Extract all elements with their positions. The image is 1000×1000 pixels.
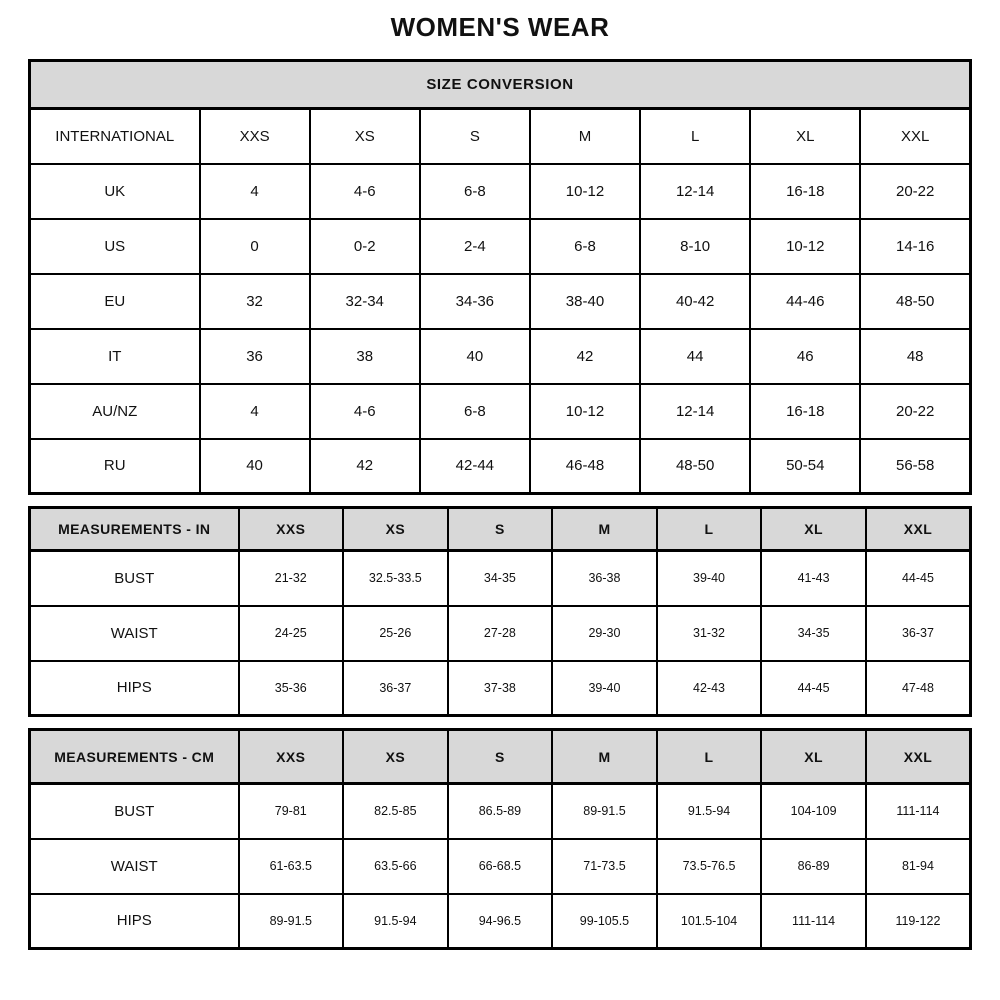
size-header-s: S [448,730,553,784]
size-cell: 48-50 [640,439,750,494]
row-label-uk: UK [30,164,200,219]
measure-cell: 89-91.5 [239,894,344,949]
row-label-waist: WAIST [30,606,239,661]
size-cell: 14-16 [860,219,970,274]
size-header-xs: XS [343,730,448,784]
size-cell: 4-6 [310,164,420,219]
size-cell: 32 [200,274,310,329]
measure-cell: 24-25 [239,606,344,661]
row-label-hips: HIPS [30,661,239,716]
size-cell: 4-6 [310,384,420,439]
size-header-xs: XS [343,508,448,551]
measure-cell: 44-45 [761,661,866,716]
size-header-xxs: XXS [239,730,344,784]
measure-cell: 73.5-76.5 [657,839,762,894]
size-cell: 6-8 [420,384,530,439]
col-header-xl: XL [750,109,860,164]
measure-cell: 25-26 [343,606,448,661]
size-cell: 44-46 [750,274,860,329]
measure-cell: 99-105.5 [552,894,657,949]
table-row-it [30,329,971,384]
measure-cell: 32.5-33.5 [343,551,448,606]
measure-cell: 39-40 [552,661,657,716]
col-header-m: M [530,109,640,164]
size-cell: 56-58 [860,439,970,494]
size-cell: 50-54 [750,439,860,494]
table-row-uk [30,164,971,219]
measure-cell: 119-122 [866,894,971,949]
table-row-us [30,219,971,274]
size-cell: 40 [420,329,530,384]
size-cell: 44 [640,329,750,384]
row-label-aunz: AU/NZ [30,384,200,439]
size-cell: 2-4 [420,219,530,274]
measure-cell: 34-35 [448,551,553,606]
measure-cell: 21-32 [239,551,344,606]
measure-cell: 37-38 [448,661,553,716]
table-row-bust-in [30,551,971,606]
size-cell: 4 [200,384,310,439]
col-header-l: L [640,109,750,164]
size-cell: 38-40 [530,274,640,329]
size-cell: 6-8 [530,219,640,274]
table-row-ru [30,439,971,494]
size-header-xxl: XXL [866,508,971,551]
measure-cell: 35-36 [239,661,344,716]
col-header-xs: XS [310,109,420,164]
row-label-bust: BUST [30,551,239,606]
size-cell: 46-48 [530,439,640,494]
measure-cell: 111-114 [866,784,971,839]
size-cell: 0 [200,219,310,274]
table-row-hips-cm [30,894,971,949]
size-header-m: M [552,730,657,784]
measure-cell: 34-35 [761,606,866,661]
size-cell: 10-12 [750,219,860,274]
measure-cell: 81-94 [866,839,971,894]
size-cell: 40 [200,439,310,494]
size-header-m: M [552,508,657,551]
size-header-l: L [657,730,762,784]
size-cell: 4 [200,164,310,219]
measure-cell: 29-30 [552,606,657,661]
size-cell: 42 [310,439,420,494]
size-cell: 10-12 [530,384,640,439]
col-header-s: S [420,109,530,164]
measure-cell: 91.5-94 [343,894,448,949]
table-row-bust-cm [30,784,971,839]
size-cell: 0-2 [310,219,420,274]
measure-cell: 71-73.5 [552,839,657,894]
size-cell: 42 [530,329,640,384]
size-cell: 32-34 [310,274,420,329]
measure-cell: 36-38 [552,551,657,606]
table-row-eu [30,274,971,329]
measurements-in-header-row [30,508,971,551]
measure-cell: 42-43 [657,661,762,716]
size-cell: 48-50 [860,274,970,329]
size-cell: 40-42 [640,274,750,329]
table-row-waist-cm [30,839,971,894]
size-header-xl: XL [761,508,866,551]
size-cell: 16-18 [750,384,860,439]
size-cell: 36 [200,329,310,384]
size-cell: 42-44 [420,439,530,494]
measure-cell: 66-68.5 [448,839,553,894]
size-cell: 34-36 [420,274,530,329]
row-label-us: US [30,219,200,274]
measure-cell: 61-63.5 [239,839,344,894]
row-label-waist: WAIST [30,839,239,894]
size-cell: 12-14 [640,164,750,219]
size-cell: 8-10 [640,219,750,274]
col-header-xxs: XXS [200,109,310,164]
row-label-ru: RU [30,439,200,494]
size-cell: 12-14 [640,384,750,439]
measure-cell: 89-91.5 [552,784,657,839]
col-header-international: INTERNATIONAL [30,109,200,164]
page-title: WOMEN'S WEAR [390,12,610,42]
size-conversion-banner-row [30,61,971,109]
size-header-l: L [657,508,762,551]
row-label-hips: HIPS [30,894,239,949]
size-cell: 48 [860,329,970,384]
measurements-cm-table [28,728,972,950]
measurements-in-table [28,506,972,717]
size-cell: 38 [310,329,420,384]
column-header-row [30,109,971,164]
measure-cell: 44-45 [866,551,971,606]
measure-cell: 79-81 [239,784,344,839]
size-header-xxl: XXL [866,730,971,784]
measure-cell: 31-32 [657,606,762,661]
measure-cell: 39-40 [657,551,762,606]
table-row-aunz [30,384,971,439]
measure-cell: 86.5-89 [448,784,553,839]
measure-cell: 94-96.5 [448,894,553,949]
table-row-waist-in [30,606,971,661]
size-conversion-table [28,59,972,495]
measurements-cm-header: MEASUREMENTS - CM [30,730,239,784]
measurements-cm-header-row [30,730,971,784]
size-header-xxs: XXS [239,508,344,551]
measure-cell: 111-114 [761,894,866,949]
size-cell: 20-22 [860,164,970,219]
row-label-eu: EU [30,274,200,329]
measure-cell: 104-109 [761,784,866,839]
measurements-in-header: MEASUREMENTS - IN [30,508,239,551]
measure-cell: 63.5-66 [343,839,448,894]
size-cell: 6-8 [420,164,530,219]
size-cell: 16-18 [750,164,860,219]
measure-cell: 41-43 [761,551,866,606]
size-cell: 10-12 [530,164,640,219]
size-cell: 20-22 [860,384,970,439]
measure-cell: 86-89 [761,839,866,894]
measure-cell: 47-48 [866,661,971,716]
measure-cell: 101.5-104 [657,894,762,949]
size-header-xl: XL [761,730,866,784]
measure-cell: 82.5-85 [343,784,448,839]
size-cell: 46 [750,329,860,384]
col-header-xxl: XXL [860,109,970,164]
measure-cell: 36-37 [343,661,448,716]
measure-cell: 27-28 [448,606,553,661]
size-conversion-header: SIZE CONVERSION [30,61,971,109]
measure-cell: 36-37 [866,606,971,661]
row-label-bust: BUST [30,784,239,839]
size-header-s: S [448,508,553,551]
row-label-it: IT [30,329,200,384]
table-row-hips-in [30,661,971,716]
measure-cell: 91.5-94 [657,784,762,839]
